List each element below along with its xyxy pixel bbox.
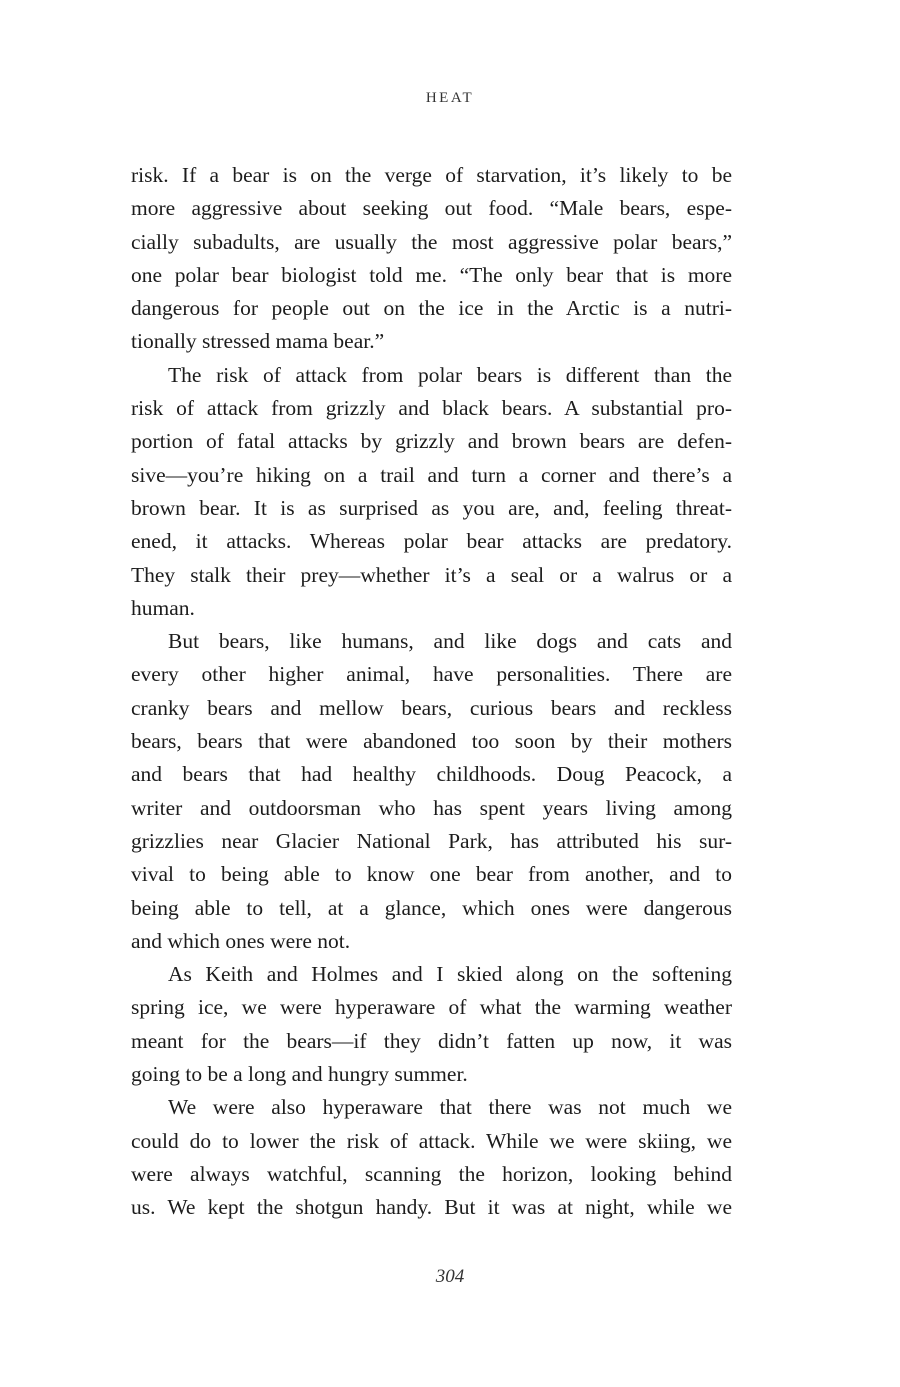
text-line: were always watchful, scanning the horizon, looking behind bbox=[131, 1161, 732, 1186]
page-number: 304 bbox=[435, 1266, 465, 1287]
text-line: We were also hyperaware that there was not much we bbox=[168, 1095, 732, 1120]
text-line: meant for the bears—if they didn’t fatten up now, it was bbox=[131, 1028, 732, 1053]
text-line: brown bear. It is as surprised as you are, and, feeling threat- bbox=[131, 495, 732, 520]
text-line: As Keith and Holmes and I skied along on the softening bbox=[168, 962, 732, 987]
text-line: risk of attack from grizzly and black bears. A substantial pro- bbox=[131, 396, 732, 421]
text-line: and which ones were not. bbox=[131, 928, 351, 953]
text-line: ened, it attacks. Whereas polar bear attacks are predatory. bbox=[131, 529, 732, 554]
text-line: vival to being able to know one bear from another, and to bbox=[131, 862, 732, 887]
text-line: every other higher animal, have personalities. There are bbox=[131, 662, 732, 687]
text-line: could do to lower the risk of attack. While we were skiing, we bbox=[131, 1128, 732, 1153]
text-line: grizzlies near Glacier National Park, has attributed his sur- bbox=[131, 828, 732, 853]
text-line: one polar bear biologist told me. “The only bear that is more bbox=[131, 262, 732, 287]
text-line: bears, bears that were abandoned too soon by their mothers bbox=[131, 729, 732, 754]
text-line: They stalk their prey—whether it’s a seal or a walrus or a bbox=[131, 562, 732, 587]
text-line: and bears that had healthy childhoods. Doug Peacock, a bbox=[131, 762, 732, 787]
body-text bbox=[131, 159, 732, 1225]
text-line: human. bbox=[131, 595, 195, 620]
text-line: sive—you’re hiking on a trail and turn a corner and there’s a bbox=[131, 462, 732, 487]
text-line: us. We kept the shotgun handy. But it was at night, while we bbox=[131, 1195, 732, 1220]
text-line: writer and outdoorsman who has spent years living among bbox=[131, 795, 732, 820]
text-line: risk. If a bear is on the verge of starvation, it’s likely to be bbox=[131, 163, 732, 187]
text-line: spring ice, we were hyperaware of what the warming weather bbox=[131, 995, 732, 1020]
text-line: cially subadults, are usually the most aggressive polar bears,” bbox=[131, 229, 732, 254]
text-line: being able to tell, at a glance, which ones were dangerous bbox=[131, 895, 732, 920]
text-line: portion of fatal attacks by grizzly and brown bears are defen- bbox=[131, 429, 732, 454]
text-line: But bears, like humans, and like dogs and cats and bbox=[168, 629, 732, 654]
text-line: going to be a long and hungry summer. bbox=[131, 1062, 468, 1087]
text-line: cranky bears and mellow bears, curious bears and reckless bbox=[131, 695, 732, 720]
text-line: more aggressive about seeking out food. “Male bears, espe- bbox=[131, 196, 732, 221]
text-line: dangerous for people out on the ice in the Arctic is a nutri- bbox=[131, 296, 732, 321]
running-head: HEAT bbox=[425, 90, 475, 106]
text-line: tionally stressed mama bear.” bbox=[131, 329, 385, 354]
text-line: The risk of attack from polar bears is different than the bbox=[168, 362, 732, 387]
